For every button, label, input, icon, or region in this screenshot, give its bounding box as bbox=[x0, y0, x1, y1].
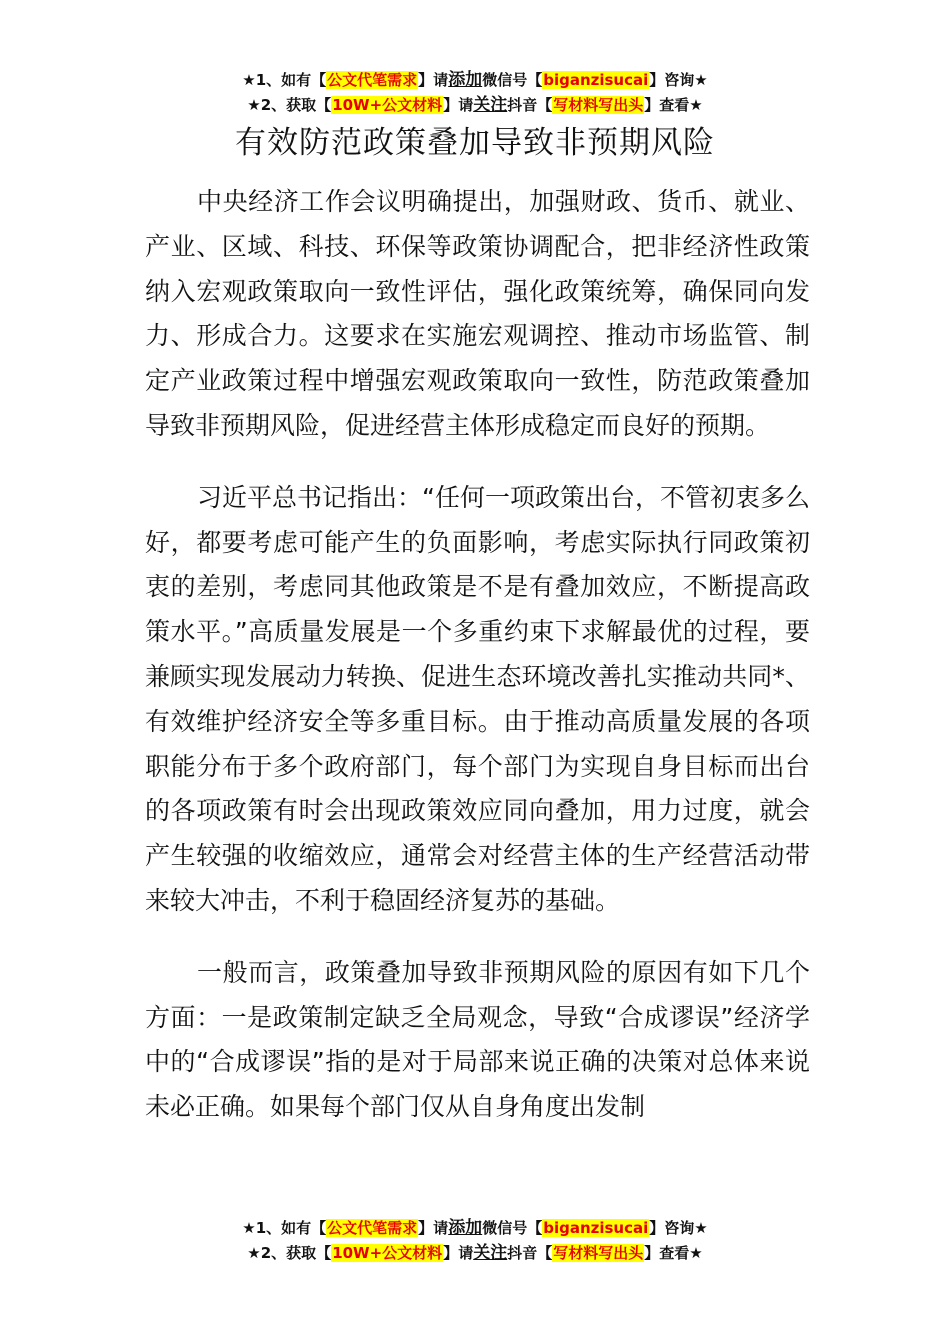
promo-emphasis: 关注 bbox=[473, 1243, 508, 1263]
promo-highlight: 公文代笔需求 bbox=[327, 71, 418, 89]
promo-highlight: 写材料写出头 bbox=[553, 96, 644, 114]
promo-text: ★2、获取【 bbox=[247, 1244, 332, 1262]
body-paragraph-2: 习近平总书记指出：“任何一项政策出台，不管初衷多么好，都要考虑可能产生的负面影响，考虑实际执行同政策初衷的差别，考虑同其他政策是不是有叠加效应，不断提高政策水平。”高质量发展是一个多重约束下求解最优的过程，要兼顾实现发展动力转换、促进生态环境改善扎实推动共同*、有效维护经济安全等多重目标。由于推动高质量发展的各项职能分布于多个政府部门，每个部门为实现自身目标而出台的各项政策有时会出现政策效应同向叠加，用力过度，就会产生较强的收缩效应，通常会对经营主体的生产经营活动带来较大冲击，不利于稳固经济复苏的基础。 bbox=[145, 482, 810, 915]
body-paragraph-1: 中央经济工作会议明确提出，加强财政、货币、就业、产业、区域、科技、环保等政策协调配合，把非经济性政策纳入宏观政策取向一致性评估，强化政策统筹，确保同向发力、形成合力。这要求在实施宏观调控、推动市场监管、制定产业政策过程中增强宏观政策取向一致性，防范政策叠加导致非预期风险，促进经营主体形成稳定而良好的预期。 bbox=[145, 187, 810, 440]
promo-text: 微信号【 bbox=[482, 71, 543, 89]
promo-text: ★1、如有【 bbox=[242, 71, 327, 89]
promo-text: 】请 bbox=[443, 1244, 474, 1262]
promo-text: ★2、获取【 bbox=[247, 96, 332, 114]
promo-line-2 bbox=[0, 93, 950, 118]
document-title: 有效防范政策叠加导致非预期风险 bbox=[235, 125, 715, 161]
promo-text: 】请 bbox=[443, 96, 474, 114]
promo-highlight: 公文代笔需求 bbox=[327, 1219, 418, 1237]
promo-text: 】查看★ bbox=[644, 1244, 703, 1262]
promo-highlight: biganzisucai bbox=[543, 1219, 649, 1237]
promo-text: 】查看★ bbox=[644, 96, 703, 114]
promo-banner-top bbox=[0, 68, 950, 118]
promo-text: 微信号【 bbox=[482, 1219, 543, 1237]
promo-text: 抖音【 bbox=[507, 96, 553, 114]
promo-line-2 bbox=[0, 1241, 950, 1266]
promo-emphasis: 添加 bbox=[448, 70, 483, 90]
promo-text: 】咨询★ bbox=[649, 1219, 708, 1237]
promo-highlight: 10W+公文材料 bbox=[332, 1244, 443, 1262]
promo-highlight: biganzisucai bbox=[543, 71, 649, 89]
promo-banner-bottom bbox=[0, 1216, 950, 1266]
promo-highlight: 写材料写出头 bbox=[553, 1244, 644, 1262]
promo-highlight: 10W+公文材料 bbox=[332, 96, 443, 114]
body-paragraph-3: 一般而言，政策叠加导致非预期风险的原因有如下几个方面：一是政策制定缺乏全局观念，导致“合成谬误”经济学中的“合成谬误”指的是对于局部来说正确的决策对总体来说未必正确。如果每个部门仅从自身角度出发制 bbox=[145, 957, 810, 1122]
promo-text: 】请 bbox=[418, 1219, 449, 1237]
promo-text: ★1、如有【 bbox=[242, 1219, 327, 1237]
promo-emphasis: 关注 bbox=[473, 95, 508, 115]
promo-text: 】请 bbox=[418, 71, 449, 89]
promo-line-1 bbox=[0, 68, 950, 93]
promo-emphasis: 添加 bbox=[448, 1218, 483, 1238]
promo-text: 抖音【 bbox=[507, 1244, 553, 1262]
promo-text: 】咨询★ bbox=[649, 71, 708, 89]
document-body bbox=[145, 180, 810, 1157]
promo-line-1 bbox=[0, 1216, 950, 1241]
